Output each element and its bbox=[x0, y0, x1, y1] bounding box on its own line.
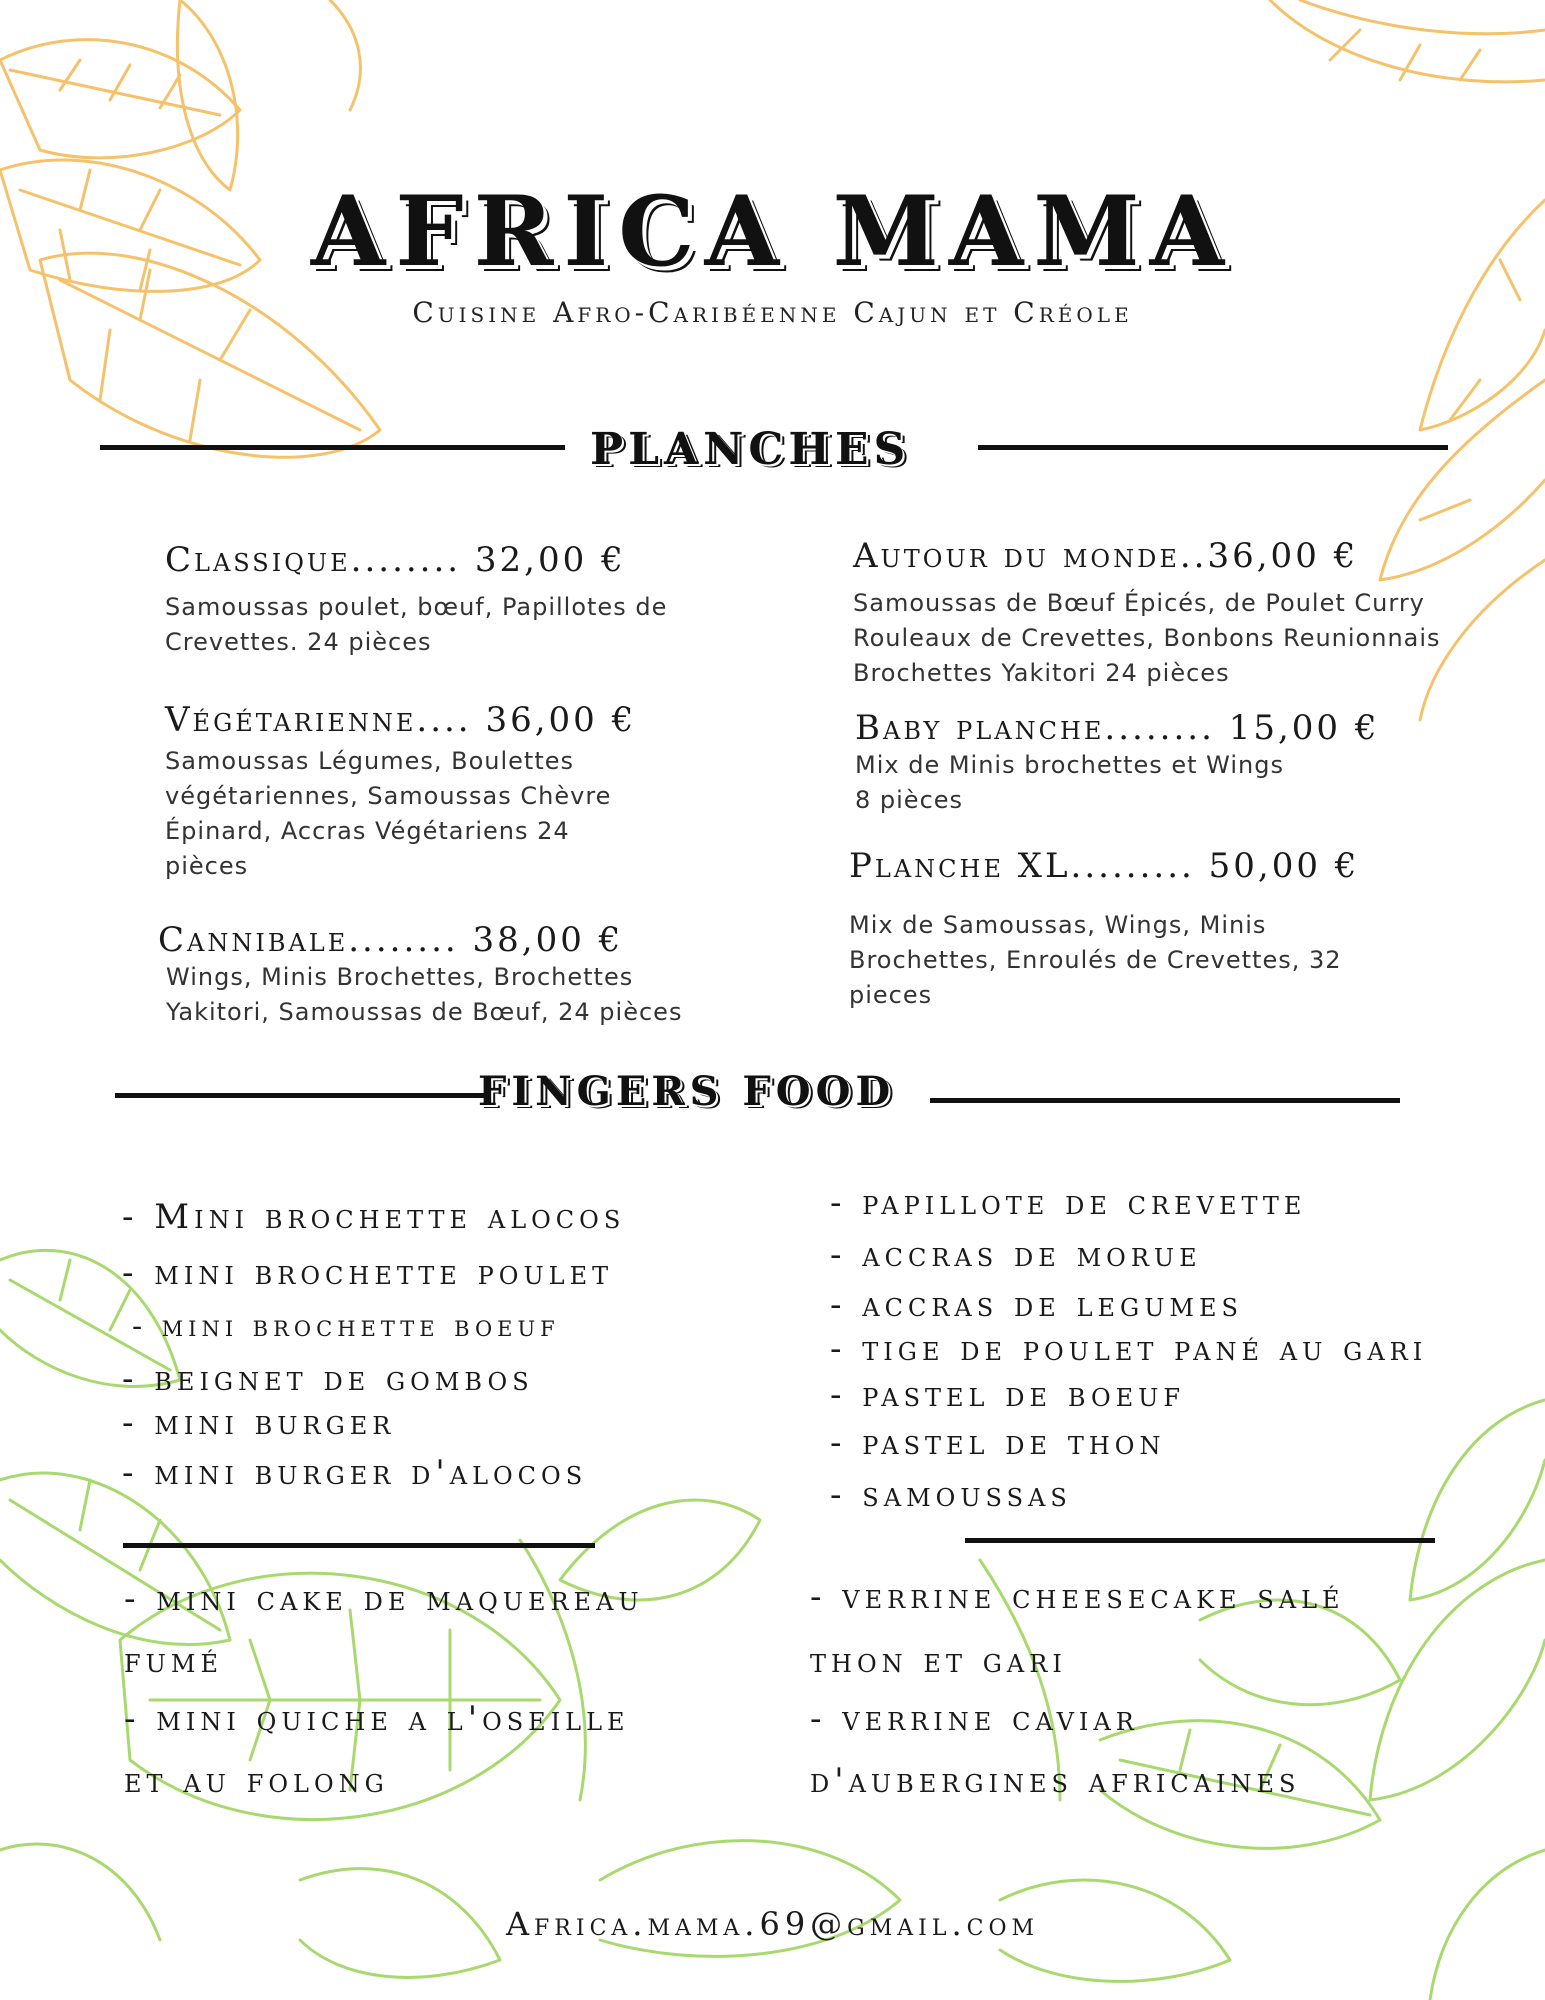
section-title-fingers-food: FINGERS FOOD bbox=[478, 1068, 896, 1115]
finger-item: - mini brochette poulet bbox=[122, 1253, 614, 1293]
planche-name: Classique........ bbox=[165, 540, 462, 580]
planche-price: 36,00 € bbox=[1207, 536, 1359, 576]
divider-extra-right bbox=[965, 1538, 1435, 1543]
planche-item-autour-du-monde bbox=[853, 536, 1473, 691]
extra-item: d'aubergines africaines bbox=[810, 1761, 1301, 1801]
planche-heading bbox=[855, 708, 1415, 748]
divider-planches-right bbox=[978, 445, 1448, 450]
planche-description: Wings, Minis Brochettes, Brochettes Yakitori, Samoussas de Bœuf, 24 pièces bbox=[166, 963, 683, 1026]
finger-item: - mini brochette boeuf bbox=[132, 1309, 560, 1344]
planche-heading bbox=[165, 700, 635, 740]
planche-description: Samoussas de Bœuf Épicés, de Poulet Curry Rouleaux de Crevettes, Bonbons Reunionnais Brochettes Yakitori 24 pièces bbox=[853, 589, 1441, 687]
planche-price: 38,00 € bbox=[472, 920, 624, 960]
finger-item: - pastel de boeuf bbox=[830, 1375, 1186, 1415]
finger-item: - beignet de gombos bbox=[122, 1359, 534, 1399]
planche-price: 32,00 € bbox=[474, 540, 626, 580]
planche-description: Samoussas poulet, bœuf, Papillotes de Crevettes. 24 pièces bbox=[165, 593, 668, 656]
planche-name: Planche XL......... bbox=[849, 846, 1195, 886]
restaurant-title: AFRICA MAMA bbox=[310, 175, 1235, 288]
extra-item: - mini quiche a l'oseille bbox=[124, 1699, 630, 1739]
divider-planches-left bbox=[100, 445, 565, 450]
planche-name: Cannibale........ bbox=[158, 920, 459, 960]
contact-email[interactable]: Africa.mama.69@gmail.com bbox=[505, 1905, 1040, 1943]
planche-item-baby-planche bbox=[855, 708, 1415, 818]
finger-item: - pastel de thon bbox=[830, 1423, 1166, 1463]
planche-description: Samoussas Légumes, Boulettes végétariennes, Samoussas Chèvre Épinard, Accras Végétariens 24 pièces bbox=[165, 747, 612, 880]
finger-item: - mini burger bbox=[122, 1403, 396, 1443]
planche-description: Mix de Minis brochettes et Wings 8 pièces bbox=[855, 751, 1284, 814]
extra-item: thon et gari bbox=[810, 1641, 1067, 1681]
divider-fingers-right bbox=[930, 1098, 1400, 1103]
extra-item: fumé bbox=[124, 1641, 223, 1681]
planche-heading bbox=[853, 536, 1473, 576]
divider-fingers-left bbox=[115, 1093, 485, 1098]
planche-item-vegetarienne bbox=[165, 700, 635, 884]
finger-item: - papillote de crevette bbox=[830, 1183, 1307, 1223]
finger-item: - accras de morue bbox=[830, 1235, 1202, 1275]
extra-item: - verrine cheesecake salé bbox=[810, 1577, 1345, 1617]
planche-price: 36,00 € bbox=[485, 700, 637, 740]
finger-item: - accras de legumes bbox=[830, 1285, 1243, 1325]
planche-heading bbox=[849, 846, 1409, 886]
restaurant-subtitle: Cuisine Afro-Caribéenne Cajun et Créole bbox=[412, 296, 1133, 329]
extra-item: et au folong bbox=[124, 1761, 389, 1801]
section-title-planches: PLANCHES bbox=[590, 424, 911, 475]
planche-description: Mix de Samoussas, Wings, Minis Brochettes, Enroulés de Crevettes, 32 pieces bbox=[849, 911, 1342, 1009]
planche-price: 50,00 € bbox=[1208, 846, 1360, 886]
finger-item: - Mini brochette alocos bbox=[122, 1197, 626, 1237]
planche-name: Végétarienne.... bbox=[165, 700, 472, 740]
extra-item: - verrine caviar bbox=[810, 1699, 1139, 1739]
planche-heading bbox=[158, 920, 738, 960]
planche-item-classique bbox=[165, 540, 725, 660]
planche-heading bbox=[165, 540, 725, 580]
extra-item: - mini cake de maquereau bbox=[124, 1579, 644, 1619]
divider-extra-left bbox=[123, 1543, 595, 1548]
planche-name: Baby planche........ bbox=[855, 708, 1215, 748]
finger-item: - samoussas bbox=[830, 1475, 1072, 1515]
planche-item-cannibale bbox=[158, 920, 738, 1030]
planche-name: Autour du monde.. bbox=[853, 536, 1208, 576]
finger-item: - tige de poulet pané au gari bbox=[830, 1329, 1428, 1369]
finger-item: - mini burger d'alocos bbox=[122, 1453, 588, 1493]
planche-price: 15,00 € bbox=[1228, 708, 1380, 748]
planche-item-xl bbox=[849, 846, 1409, 1013]
